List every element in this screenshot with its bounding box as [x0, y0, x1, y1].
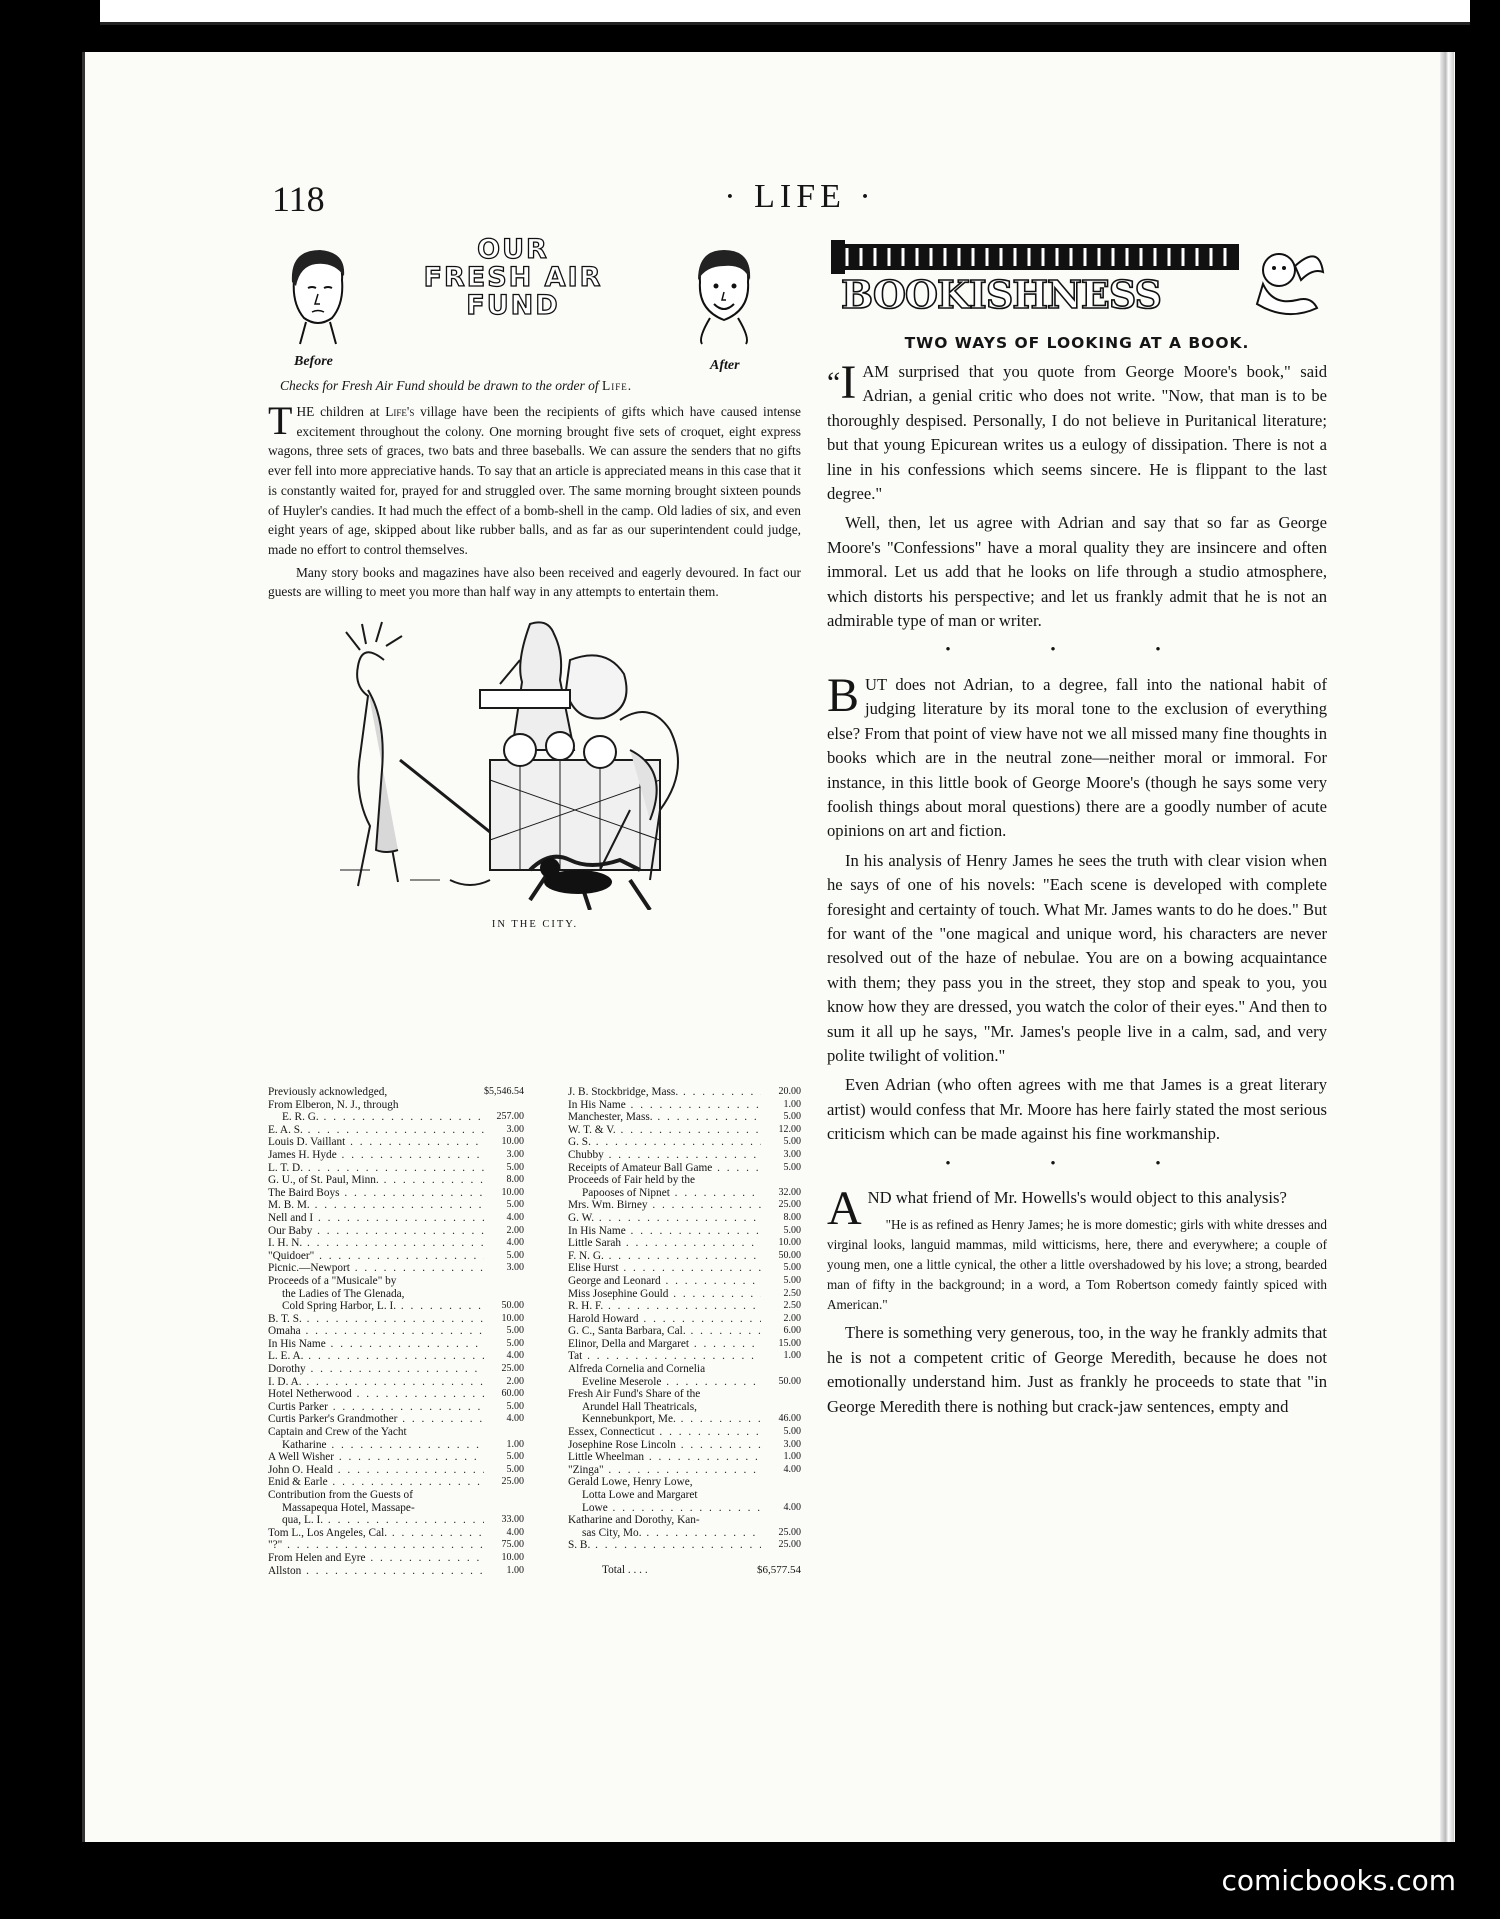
donation-row — [268, 1388, 524, 1401]
donation-row — [568, 1527, 801, 1540]
donor-name: Arundel Hall Theatricals, — [582, 1400, 697, 1413]
donation-amount: 50.00 — [778, 1249, 801, 1261]
donation-amount: 4.00 — [506, 1237, 524, 1249]
donation-row — [268, 1237, 524, 1250]
donation-amount: 10.00 — [778, 1237, 801, 1249]
donation-amount: 2.00 — [506, 1224, 524, 1236]
donor-name: G. W. . . . — [568, 1212, 761, 1225]
donation-amount: 10.00 — [501, 1136, 524, 1148]
article-paragraph-2: Well, then, let us agree with Adrian and say that so far as George Moore's "Confessions" have a moral quality they are insincere and often immoral. Let us add that he looks on life through a studio atmosphere, which distorts his perspective; and let us frankly admit that he is not an admirable type of man or writer. — [827, 513, 1327, 631]
donation-amount: 25.00 — [778, 1539, 801, 1551]
donation-amount: 2.00 — [783, 1312, 801, 1324]
donor-name: Tom L., Los Angeles, Cal. . . . — [268, 1527, 484, 1540]
donation-amount: 50.00 — [778, 1375, 801, 1387]
title-line-3: FUND — [466, 290, 560, 321]
donor-name: Katharine . . . — [268, 1439, 484, 1452]
howells-quotation: "He is as refined as Henry James; he is more domestic; girls with white dresses and virginal looks, languid mammas, mild witticisms, here, there and everywhere; a couple of young men, one a little cynical, the other a little overshadowed by his love; a strong, bearded man of fifty in the background; in a word, a Tom Robertson comedy faintly spiced with American." — [827, 1217, 1327, 1313]
donation-row — [568, 1514, 801, 1527]
donation-row — [268, 1136, 524, 1149]
donation-row — [268, 1086, 524, 1099]
donation-amount: 1.00 — [506, 1438, 524, 1450]
donation-row — [268, 1338, 524, 1351]
para1-lead: HE children at — [296, 404, 386, 419]
article-paragraph-5: Even Adrian (who often agrees with me that James is a great literary artist) would confess that Mr. Moore has here fairly stated the most serious criticism which can be made against his fine workmanship. — [827, 1075, 1327, 1144]
donation-row — [268, 1363, 524, 1376]
donation-amount: 2.00 — [506, 1375, 524, 1387]
donor-name: E. A. S. . . . — [268, 1124, 484, 1137]
after-caption: After — [710, 358, 740, 373]
donor-name: Miss Josephine Gould . . . — [568, 1288, 761, 1301]
donor-name: "?" . . . — [268, 1539, 484, 1552]
donation-row — [568, 1237, 801, 1250]
donation-row — [268, 1426, 524, 1439]
donation-amount: 5.00 — [506, 1199, 524, 1211]
fresh-air-fund-column — [268, 234, 801, 1577]
donation-row — [268, 1464, 524, 1477]
total-value: $6,577.54 — [757, 1563, 801, 1576]
donor-name: E. R. G. . . . — [268, 1111, 484, 1124]
open-quote: “ — [827, 366, 841, 399]
donation-amount: 33.00 — [501, 1514, 524, 1526]
before-caption: Before — [294, 354, 333, 369]
para1-text: village have been the recipients of gifts which have caused intense excitement throughout the colony. One morning brought five sets of croquet, eight express wagons, three sets of graces, two bats and three baseballs. We can assure the senders that no gifts ever fell into more appreciative hands. To say that an article is appreciated means in this case that it is constantly waited for, prayed for and struggled over. The same morning brought sixteen pounds of Huyler's candies. It had much the effect of a bomb-shell in the camp. Old ladies of six, and even eight years of age, skipped about like rubber balls, and as far as our superintendent could judge, made no effort to control themselves. — [268, 404, 801, 557]
donor-name: Our Baby . . . — [268, 1225, 484, 1238]
donor-name: Dorothy . . . — [268, 1363, 484, 1376]
article-heading: TWO WAYS OF LOOKING AT A BOOK. — [904, 334, 1250, 352]
article-paragraph-6 — [827, 1182, 1327, 1235]
page-number: 118 — [272, 179, 325, 219]
donation-amount: 5.00 — [783, 1224, 801, 1236]
donation-row — [268, 1149, 524, 1162]
fresh-air-fund-title — [418, 236, 608, 320]
dropcap-b: B — [827, 668, 860, 722]
donation-row — [568, 1212, 801, 1225]
donor-name: The Baird Boys . . . — [268, 1187, 484, 1200]
fresh-air-fund-header — [268, 236, 801, 396]
donor-name: G. S. . . . — [568, 1136, 761, 1149]
donor-name: F. N. G. . . . — [568, 1250, 761, 1263]
donor-name: Louis D. Vaillant . . . — [268, 1136, 484, 1149]
donation-amount: 4.00 — [783, 1463, 801, 1475]
donor-name: W. T. & V. . . . — [568, 1124, 761, 1137]
article-paragraph-4: In his analysis of Henry James he sees the truth with clear vision when he says of one of his novels: "Each scene is developed with complete foresight and certainty of touch. What Mr. James wants to do he does." But for want of the "one magical and unique word, his characters are never resolved out of the haze of nebulae. You are on a bowing acquaintance with them; they pass you in the street, they stop and speak to you, you know how they are dressed, you watch the color of their eyes." And then to sum it all up he says, "Mr. James's people live in a calm, sad, and very polite twilight of volition." — [827, 850, 1327, 1065]
donor-name: Captain and Crew of the Yacht — [268, 1426, 407, 1439]
donation-amount: 46.00 — [778, 1413, 801, 1425]
donor-name: James H. Hyde . . . — [268, 1149, 484, 1162]
donor-name: Allston . . . — [268, 1565, 484, 1578]
donor-name: Little Sarah . . . — [568, 1237, 761, 1250]
bookishness-article — [827, 356, 1327, 1419]
donor-name: Eveline Meserole . . . — [568, 1376, 761, 1389]
donor-name: qua, L. I. . . . — [268, 1514, 484, 1527]
donation-row — [268, 1451, 524, 1464]
donation-row — [568, 1313, 801, 1326]
donation-amount: $5,546.54 — [484, 1086, 524, 1097]
checks-note-text: Checks for Fresh Air Fund should be drawn to the order of — [280, 378, 599, 393]
donation-row — [268, 1288, 524, 1301]
donation-amount: 2.50 — [783, 1287, 801, 1299]
donation-amount: 1.00 — [783, 1098, 801, 1110]
bookishness-column — [827, 236, 1327, 1424]
donation-row — [268, 1413, 524, 1426]
donor-name: J. B. Stockbridge, Mass. . . . — [568, 1086, 761, 1099]
donation-amount: 4.00 — [506, 1413, 524, 1425]
donor-name: Hotel Netherwood . . . — [268, 1388, 484, 1401]
donor-name: I. H. N. . . . — [268, 1237, 484, 1250]
donor-name: From Elberon, N. J., through — [268, 1098, 399, 1111]
donation-amount: 1.00 — [783, 1451, 801, 1463]
donation-row — [268, 1124, 524, 1137]
donation-row — [268, 1565, 524, 1578]
dropcap-i — [827, 356, 857, 409]
donation-amount: 4.00 — [506, 1526, 524, 1538]
donor-name: R. H. F. . . . — [568, 1300, 761, 1313]
donation-amount — [484, 1426, 524, 1439]
donation-row — [268, 1275, 524, 1288]
donor-name: George and Leonard . . . — [568, 1275, 761, 1288]
donation-row — [268, 1225, 524, 1238]
donation-row — [568, 1275, 801, 1288]
bookishness-title: BOOKISHNESS — [841, 272, 1161, 317]
donor-name: Curtis Parker's Grandmother . . . — [268, 1413, 484, 1426]
donation-amount: 5.00 — [506, 1400, 524, 1412]
donation-row — [268, 1187, 524, 1200]
donation-amount: 5.00 — [783, 1426, 801, 1438]
donation-amount: 1.00 — [783, 1350, 801, 1362]
donor-name: In His Name . . . — [268, 1338, 484, 1351]
donation-amount: 15.00 — [778, 1337, 801, 1349]
donation-row — [268, 1502, 524, 1515]
donation-row — [268, 1514, 524, 1527]
donor-name: Essex, Connecticut . . . — [568, 1426, 761, 1439]
donation-amount: 12.00 — [778, 1123, 801, 1135]
donor-name: Manchester, Mass. . . . — [568, 1111, 761, 1124]
section-divider-2: • • • — [945, 1155, 1209, 1172]
donor-name: G. U., of St. Paul, Minn. . . . — [268, 1174, 484, 1187]
donation-amount: 10.00 — [501, 1312, 524, 1324]
donor-name: Enid & Earle . . . — [268, 1476, 484, 1489]
donation-amount: 3.00 — [506, 1262, 524, 1274]
donor-name: I. D. A. . . . — [268, 1376, 484, 1389]
donation-row — [568, 1149, 801, 1162]
donor-name: B. T. S. . . . — [268, 1313, 484, 1326]
donation-row — [268, 1350, 524, 1363]
donation-row — [568, 1476, 801, 1489]
article-paragraph-3 — [827, 668, 1327, 844]
donation-row — [568, 1124, 801, 1137]
donor-name: Curtis Parker . . . — [268, 1401, 484, 1414]
donor-name: S. B. . . . — [568, 1539, 761, 1552]
total-label: Total . . . . — [602, 1563, 648, 1576]
title-line-1: OUR — [477, 234, 549, 265]
donation-amount: 4.00 — [506, 1350, 524, 1362]
donation-amount: 20.00 — [778, 1086, 801, 1097]
donation-row — [568, 1300, 801, 1313]
donation-amount — [761, 1388, 801, 1401]
donor-name: Receipts of Amateur Ball Game . . . — [568, 1162, 761, 1175]
illustration-caption: IN THE CITY. — [491, 919, 579, 931]
donation-amount: 5.00 — [783, 1111, 801, 1123]
donation-amount: 5.00 — [506, 1249, 524, 1261]
donor-name: Nell and I . . . — [268, 1212, 484, 1225]
donation-amount — [761, 1401, 801, 1414]
donation-amount: 3.00 — [506, 1123, 524, 1135]
donation-amount — [761, 1174, 801, 1187]
donor-name: Proceeds of a "Musicale" by — [268, 1274, 397, 1287]
donation-amount: 2.50 — [783, 1300, 801, 1312]
donation-amount: 32.00 — [778, 1186, 801, 1198]
donation-amount: 25.00 — [778, 1526, 801, 1538]
p6-text: ND what friend of Mr. Howells's would object to this analysis? — [867, 1188, 1287, 1207]
page-binding-edge — [1440, 52, 1454, 1842]
donation-row — [568, 1111, 801, 1124]
donor-name: In His Name . . . — [568, 1225, 761, 1238]
donation-row — [568, 1262, 801, 1275]
donation-row — [268, 1262, 524, 1275]
donor-name: Proceeds of Fair held by the — [568, 1174, 696, 1187]
donation-row — [268, 1539, 524, 1552]
cherub-illustration — [1257, 254, 1323, 314]
donation-amount — [761, 1514, 801, 1527]
donor-name: "Quidoer" . . . — [268, 1250, 484, 1263]
donation-row — [568, 1376, 801, 1389]
donor-name: Tat . . . — [568, 1350, 761, 1363]
donor-name: Alfreda Cornelia and Cornelia — [568, 1363, 706, 1376]
donation-amount: 60.00 — [501, 1388, 524, 1400]
donation-amount: 5.00 — [506, 1463, 524, 1475]
donor-name: Cold Spring Harbor, L. I. . . . — [268, 1300, 484, 1313]
donation-amount — [484, 1288, 524, 1301]
donation-row — [568, 1288, 801, 1301]
donation-row — [268, 1250, 524, 1263]
donation-row — [268, 1099, 524, 1112]
donor-name: sas City, Mo. . . . — [568, 1527, 761, 1540]
donor-name: Massapequa Hotel, Massape- — [282, 1501, 415, 1514]
donation-row — [568, 1401, 801, 1414]
donation-amount: 10.00 — [501, 1186, 524, 1198]
donation-row — [568, 1338, 801, 1351]
donation-row — [568, 1502, 801, 1515]
donor-name: Katharine and Dorothy, Kan- — [568, 1514, 700, 1527]
checks-note — [280, 378, 632, 394]
donation-row — [568, 1199, 801, 1212]
donation-row — [568, 1439, 801, 1452]
watermark: comicbooks.com — [1221, 1864, 1456, 1897]
donor-name: Omaha . . . — [268, 1325, 484, 1338]
donor-name: Elinor, Della and Margaret . . . — [568, 1338, 761, 1351]
donor-name: "Zinga" . . . — [568, 1464, 761, 1477]
donation-amount: 5.00 — [783, 1262, 801, 1274]
donation-amount — [761, 1363, 801, 1376]
donation-amount: 257.00 — [496, 1111, 524, 1123]
donation-row — [268, 1376, 524, 1389]
donation-row — [568, 1174, 801, 1187]
donation-amount — [484, 1502, 524, 1515]
para1-life: Life's — [385, 404, 415, 419]
donor-name: Lowe . . . — [568, 1502, 761, 1515]
donations-column-2 — [568, 1086, 801, 1577]
donation-row — [268, 1439, 524, 1452]
donation-amount — [484, 1275, 524, 1288]
donor-name: Lotta Lowe and Margaret — [582, 1489, 698, 1501]
donation-amount — [484, 1099, 524, 1112]
donor-name: A Well Wisher . . . — [268, 1451, 484, 1464]
p1-text: AM surprised that you quote from George Moore's book," said Adrian, a genial critic who does not write. "Now, that man is to be thoroughly despised. Personally, I do not believe in Puritanical literature; but that young Epicurean writes us a eulogy of dissipation. There is not a line in his confessions which seems sincere. He is flippant to the last degree." — [827, 362, 1327, 504]
donation-row — [568, 1464, 801, 1477]
donor-name: L. T. D. . . . — [268, 1162, 484, 1175]
donations-total-row — [568, 1564, 801, 1577]
donor-name: G. C., Santa Barbara, Cal. . . . — [568, 1325, 761, 1338]
donation-row — [568, 1187, 801, 1200]
donation-row — [268, 1162, 524, 1175]
checks-payee: Life. — [601, 378, 633, 393]
donation-amount: 4.00 — [783, 1501, 801, 1513]
donation-row — [268, 1401, 524, 1414]
donation-row — [568, 1086, 801, 1099]
donor-name: Josephine Rose Lincoln . . . — [568, 1439, 761, 1452]
donation-row — [568, 1099, 801, 1112]
fund-paragraph-2: Many story books and magazines have also been received and eagerly devoured. In fact our guests are willing to meet you more than half way in any attempts to entertain them. — [268, 564, 801, 600]
in-the-city-illustration — [320, 620, 750, 930]
before-portrait-illustration — [282, 246, 354, 346]
donation-amount: 25.00 — [501, 1476, 524, 1488]
donation-amount — [761, 1489, 801, 1502]
donation-amount: 5.00 — [783, 1136, 801, 1148]
running-head: · LIFE · — [724, 178, 876, 215]
donation-row — [268, 1313, 524, 1326]
donor-name: Chubby . . . — [568, 1149, 761, 1162]
dropcap-i-letter: I — [840, 356, 857, 409]
article-paragraph-1 — [827, 356, 1327, 506]
donation-row — [268, 1527, 524, 1540]
donor-name: From Helen and Eyre . . . — [268, 1552, 484, 1565]
p3-text: UT does not Adrian, to a degree, fall into the national habit of judging literature by its moral tone to the exclusion of everything else? From that point of view have not we all missed many fine thoughts in books which are in the neutral zone—neither moral or immoral. For instance, in this little book of George Moore's (though he says some very foolish things about moral questions) there are a goodly number of acute opinions on art and fiction. — [827, 674, 1327, 841]
donation-row — [568, 1136, 801, 1149]
section-divider-1: • • • — [945, 642, 1209, 659]
donation-amount: 1.00 — [506, 1564, 524, 1576]
city-children-drawing — [320, 620, 750, 910]
donation-row — [568, 1225, 801, 1238]
donor-name: Contribution from the Guests of — [268, 1489, 413, 1501]
donor-name: Previously acknowledged, — [268, 1086, 388, 1098]
donation-row — [568, 1539, 801, 1552]
donation-amount: 5.00 — [506, 1325, 524, 1337]
donation-row — [568, 1413, 801, 1426]
donation-row — [568, 1250, 801, 1263]
donation-amount: 5.00 — [506, 1337, 524, 1349]
donation-amount: 6.00 — [783, 1325, 801, 1337]
donation-amount: 5.00 — [506, 1161, 524, 1173]
donation-row — [568, 1489, 801, 1502]
donation-amount: 5.00 — [783, 1274, 801, 1286]
donation-row — [568, 1388, 801, 1401]
donation-row — [268, 1199, 524, 1212]
donation-amount: 3.00 — [783, 1438, 801, 1450]
donor-name: the Ladies of The Glenada, — [282, 1287, 405, 1300]
donor-name: Fresh Air Fund's Share of the — [568, 1388, 701, 1401]
donor-name: In His Name . . . — [568, 1099, 761, 1112]
donation-amount: 5.00 — [783, 1161, 801, 1173]
donor-name: Little Wheelman . . . — [568, 1451, 761, 1464]
donation-amount: 75.00 — [501, 1539, 524, 1551]
donation-row — [268, 1489, 524, 1502]
donor-name: Picnic.—Newport . . . — [268, 1262, 484, 1275]
donation-row — [268, 1212, 524, 1225]
article-paragraph-7: There is something very generous, too, in the way he frankly admits that he is not a competent critic of George Meredith, because he does not emotionally understand him. Just as frankly he proceeds to state that "in George Meredith there is nothing but crack-jaw sentences, empty and — [827, 1323, 1327, 1416]
dropcap-t: T — [268, 398, 293, 443]
donor-name: Harold Howard . . . — [568, 1313, 761, 1326]
previous-page-edge — [100, 0, 1470, 25]
donation-amount: 25.00 — [501, 1363, 524, 1375]
donation-amount: 3.00 — [783, 1148, 801, 1160]
donation-row — [568, 1363, 801, 1376]
donation-row — [568, 1451, 801, 1464]
donations-column-1 — [268, 1086, 524, 1577]
donor-name: Gerald Lowe, Henry Lowe, — [568, 1476, 693, 1489]
donation-row — [568, 1162, 801, 1175]
donor-name: Elise Hurst . . . — [568, 1262, 761, 1275]
donation-amount: 8.00 — [783, 1211, 801, 1223]
donation-row — [268, 1552, 524, 1565]
donation-row — [568, 1350, 801, 1363]
donation-amount: 5.00 — [506, 1451, 524, 1463]
after-portrait-illustration — [688, 246, 760, 346]
donation-amount: 4.00 — [506, 1211, 524, 1223]
donation-row — [568, 1325, 801, 1338]
donation-amount — [761, 1476, 801, 1489]
donation-amount: 50.00 — [501, 1300, 524, 1312]
donation-row — [568, 1426, 801, 1439]
donor-name: Papooses of Nipnet . . . — [568, 1187, 761, 1200]
donor-name: Kennebunkport, Me. . . . — [568, 1413, 761, 1426]
donation-row — [268, 1111, 524, 1124]
donation-amount — [484, 1489, 524, 1502]
bookishness-banner — [827, 236, 1327, 328]
dropcap-a: A — [827, 1182, 862, 1235]
donation-amount: 3.00 — [506, 1148, 524, 1160]
donation-row — [268, 1174, 524, 1187]
donation-amount: 8.00 — [506, 1174, 524, 1186]
fresh-air-fund-article — [268, 398, 801, 602]
donor-name: John O. Heald . . . — [268, 1464, 484, 1477]
donations-column-2-rows — [568, 1086, 801, 1552]
donation-amount: 10.00 — [501, 1551, 524, 1563]
donor-name: M. B. M. . . . — [268, 1199, 484, 1212]
fund-paragraph-1 — [268, 398, 801, 560]
donation-amount: 25.00 — [778, 1199, 801, 1211]
donor-name: L. E. A. . . . — [268, 1350, 484, 1363]
donation-row — [268, 1300, 524, 1313]
donation-row — [268, 1325, 524, 1338]
title-line-2: FRESH AIR — [423, 262, 603, 293]
donor-name: Mrs. Wm. Birney . . . — [568, 1199, 761, 1212]
donation-row — [268, 1476, 524, 1489]
